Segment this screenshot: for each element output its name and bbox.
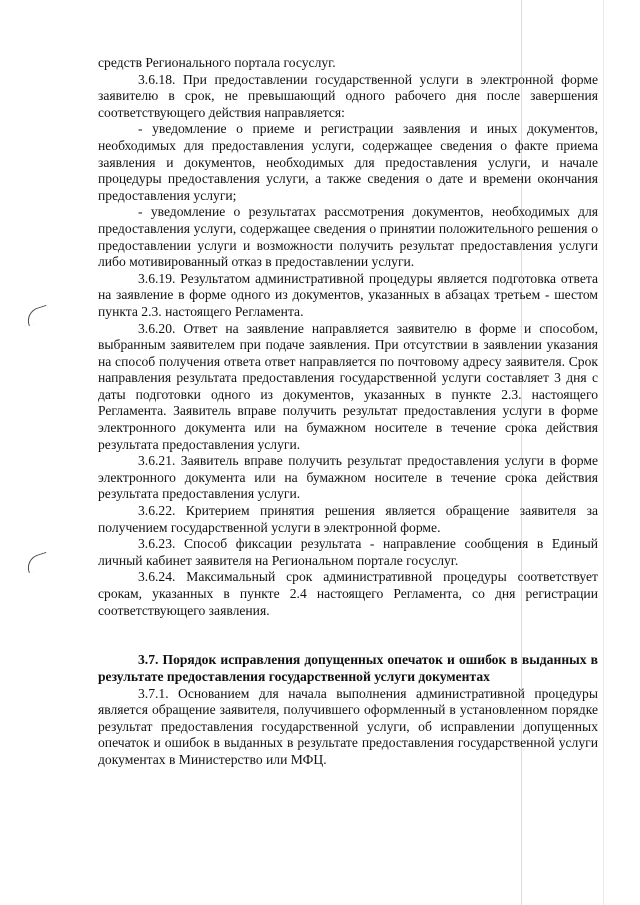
section-heading: 3.7. Порядок исправления допущенных опечаток и ошибок в выданных в результате предоставления государственной услуги документах xyxy=(98,652,598,684)
punch-hole-mark xyxy=(24,305,51,326)
paragraph-3-6-23: 3.6.23. Способ фиксации результата - направление сообщения в Единый личный кабинет заявителя на Региональном портале госуслуг. xyxy=(98,536,598,568)
paragraph-3-6-24: 3.6.24. Максимальный срок административной процедуры соответствует срокам, указанных в пункте 2.4 настоящего Регламента, со дня регистрации соответствующего заявления. xyxy=(98,569,598,618)
paragraph-3-7-1: 3.7.1. Основанием для начала выполнения административной процедуры является обращение заявителя, получившего оформленный в установленном порядке результат предоставления государственной услуги, об исправлении допущенных опечаток и ошибок в выданных в результате предоставления государственной услуги документах в Министерство или МФЦ. xyxy=(98,685,598,767)
paragraph-3-6-20: 3.6.20. Ответ на заявление направляется заявителю в форме и способом, выбранным заявителем при подаче заявления. При отсутствии в заявлении указания на способ получения ответа ответ направляется по почтовому адресу заявителя. Срок направления результата предоставления государственной услуги составляет 3 дня с даты подготовки одного из документов, указанных в пункте 2.3. настоящего Регламента. Заявитель вправе получить результат предоставления услуги в форме электронного документа или на бумажном носителе в течение срока действия результата предоставления услуги. xyxy=(98,320,598,452)
paragraph: средств Регионального портала госуслуг. xyxy=(98,55,336,70)
list-item-notification-result: - уведомление о результатах рассмотрения документов, необходимых для предоставления услуги, содержащее сведения о принятии положительного решения о предоставлении услуги и возможности получить результат предоставления услуги либо мотивированный отказ в предоставлении услуги. xyxy=(98,204,598,270)
list-item-notification-receipt: - уведомление о приеме и регистрации заявления и иных документов, необходимых для предоставления услуги, содержащее сведения о факте приема заявления и документов, необходимых для предоставления услуги, и начале процедуры предоставления услуги, а также сведения о дате и времени окончания предоставления услуги; xyxy=(98,121,598,203)
paragraph-3-6-22: 3.6.22. Критерием принятия решения является обращение заявителя за получением государственной услуги в электронной форме. xyxy=(98,503,598,535)
paragraph-3-6-18: 3.6.18. При предоставлении государственной услуги в электронной форме заявителю в срок, не превышающий одного рабочего дня после завершения соответствующего действия направляется: xyxy=(98,71,598,120)
scan-fold-line xyxy=(603,0,604,905)
document-body xyxy=(98,55,598,769)
punch-hole-mark xyxy=(24,552,51,573)
paragraph-3-6-19: 3.6.19. Результатом административной процедуры является подготовка ответа на заявление в форме одного из документов, указанных в абзацах третьем - шестом пункта 2.3. настоящего Регламента. xyxy=(98,270,598,319)
paragraph-3-6-21: 3.6.21. Заявитель вправе получить результат предоставления услуги в форме электронного документа или на бумажном носителе в течение срока действия результата предоставления услуги. xyxy=(98,453,598,502)
